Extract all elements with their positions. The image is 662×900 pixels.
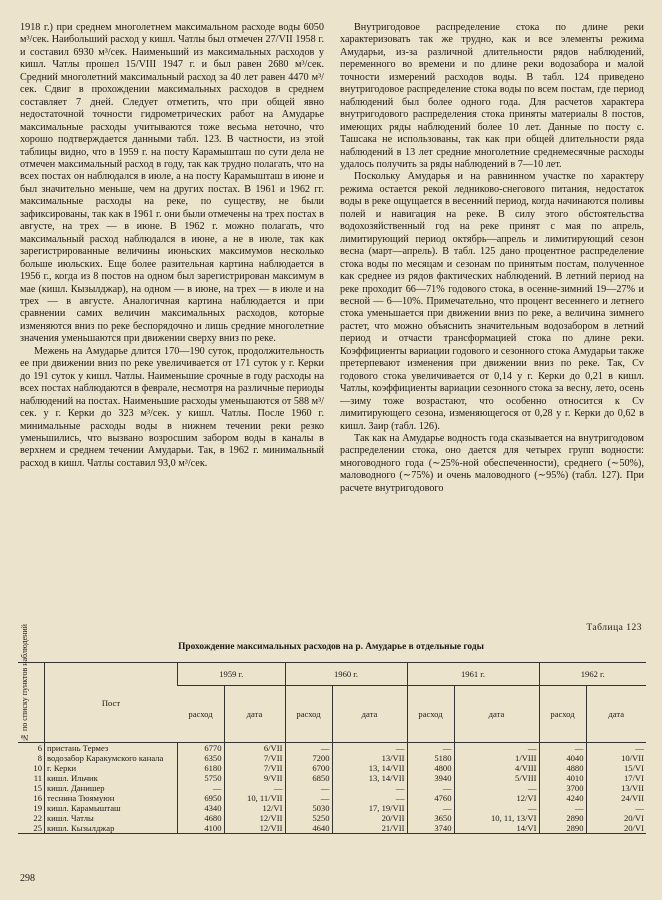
- column-header-flow: расход: [407, 686, 454, 743]
- table-cell: —: [178, 783, 225, 793]
- table-cell: 4340: [178, 803, 225, 813]
- table-cell: 15/VI: [586, 763, 646, 773]
- table-cell: 4240: [539, 793, 586, 803]
- table-cell: 12/VII: [224, 823, 285, 834]
- table-cell: теснина Тюямуюн: [45, 793, 178, 803]
- table-title: Прохождение максимальных расходов на р. Амударье в отдельные годы: [178, 642, 484, 652]
- table-cell: 4680: [178, 813, 225, 823]
- table-cell: 10: [33, 763, 42, 773]
- table-row: [18, 803, 646, 813]
- table-cell: 10, 11, 13/VI: [454, 813, 539, 823]
- table-cell: —: [407, 803, 454, 813]
- table-cell: 20/VII: [332, 813, 407, 823]
- table-cell: 6: [37, 743, 42, 753]
- table-cell: —: [586, 803, 646, 813]
- table-cell: 5750: [178, 773, 225, 783]
- table-cell: 4640: [285, 823, 332, 834]
- table-cell: 3700: [539, 783, 586, 793]
- table-cell: 7/VII: [224, 753, 285, 763]
- table-cell: 4800: [407, 763, 454, 773]
- table-cell: 16: [33, 793, 42, 803]
- table-cell: кишл. Карамышташ: [45, 803, 178, 813]
- table-cell: 19: [33, 803, 42, 813]
- table-cell: 4010: [539, 773, 586, 783]
- table-cell: —: [332, 793, 407, 803]
- table-cell: 13/VII: [332, 753, 407, 763]
- table-cell: 3650: [407, 813, 454, 823]
- table-row: [18, 753, 646, 763]
- table-label: Таблица 123: [586, 623, 642, 633]
- column-header-date: дата: [586, 686, 646, 743]
- table-cell: —: [332, 743, 407, 754]
- table-cell: 5/VIII: [454, 773, 539, 783]
- column-header-year: 1960 г.: [285, 663, 407, 686]
- table-cell: 9/VII: [224, 773, 285, 783]
- table-row: [18, 773, 646, 783]
- table-cell: 2890: [539, 823, 586, 834]
- table-cell: водозабор Каракумского канала: [45, 753, 178, 763]
- table-cell: пристань Термез: [45, 743, 178, 754]
- table-cell: —: [285, 783, 332, 793]
- column-header-number: № по списку пунктов наблюдений: [18, 663, 45, 743]
- column-header-year: 1962 г.: [539, 663, 646, 686]
- paragraph: Поскольку Амударья и на равнинном участке по характеру режима остается рекой ледниково-снегового питания, недостаток воды в реке ощущается в весенний период, когда начинаются поливы полей и навигация на реке. В силу этого обстоятельства водохозяйственный год на реке принят с мая по апрель, лимитирующий период октябрь—апрель и лимитирующий сезон весна (март—апрель). В табл. 125 дано процентное распределение стока воды по месяцам и сезонам по принятым постам, полученное как среднее из рядов фактических наблюдений. В летний период на реке проходит 66—71% годового стока, в осенне-зимний 19—27% и весной — 6—10%. Примечательно, что процент весеннего и летнего стока уменьшается при движении вниз по реке, а величина зимнего растет, что можно объяснить значительным водозабором в летний период и отчасти трансформацией стока по длине реки. Коэффициенты вариации годового и сезонного стока Амударьи также претерпевают изменения при движении вниз по реке. Так, Cv годового стока увеличивается от 0,14 у г. Керки до 0,21 в кишл. Чатлы, коэффициенты вариации сезонного стока за весну, лето, осень—зиму тоже возрастают, что особенно относится к Cv лимитирующего сезона, изменяющегося от 0,28 у г. Керки до 0,62 в кишл. Заир (табл. 126).: [340, 171, 644, 432]
- table-cell: 20/VI: [586, 823, 646, 834]
- table-cell: 10/VII: [586, 753, 646, 763]
- table-cell: 7200: [285, 753, 332, 763]
- table-cell: 6350: [178, 753, 225, 763]
- table-cell: 14/VI: [454, 823, 539, 834]
- table-cell: 12/VII: [224, 813, 285, 823]
- column-header-flow: расход: [539, 686, 586, 743]
- table-row: [18, 813, 646, 823]
- table-cell: 20/VI: [586, 813, 646, 823]
- table-cell: 6700: [285, 763, 332, 773]
- table-cell: 6950: [178, 793, 225, 803]
- table-cell: —: [454, 783, 539, 793]
- column-header-flow: расход: [178, 686, 225, 743]
- table-row: [18, 793, 646, 803]
- table-row: [18, 783, 646, 793]
- table-cell: 22: [33, 813, 42, 823]
- table-cell: 4880: [539, 763, 586, 773]
- table-cell: кишл. Данишер: [45, 783, 178, 793]
- table-cell: 13, 14/VII: [332, 763, 407, 773]
- column-header-date: дата: [332, 686, 407, 743]
- table-cell: 24/VII: [586, 793, 646, 803]
- table-cell: 4760: [407, 793, 454, 803]
- table-cell: 13/VII: [586, 783, 646, 793]
- table-cell: 6770: [178, 743, 225, 754]
- table-cell: 12/VI: [224, 803, 285, 813]
- table-row: [18, 823, 646, 834]
- table-cell: кишл. Кызылджар: [45, 823, 178, 834]
- table-cell: 1/VIII: [454, 753, 539, 763]
- table-cell: кишл. Ильчик: [45, 773, 178, 783]
- table-cell: —: [586, 743, 646, 754]
- table-cell: 25: [18, 823, 45, 834]
- table-cell: 13, 14/VII: [332, 773, 407, 783]
- table-cell: —: [407, 783, 454, 793]
- table-cell: 15: [33, 783, 42, 793]
- table-cell: г. Керки: [45, 763, 178, 773]
- right-text-column: [340, 22, 644, 495]
- table-cell: —: [454, 743, 539, 754]
- table-row: [18, 763, 646, 773]
- table-cell: кишл. Чатлы: [45, 813, 178, 823]
- table-cell: 6850: [285, 773, 332, 783]
- table-cell: —: [285, 793, 332, 803]
- table-cell: —: [407, 743, 454, 754]
- column-header-flow: расход: [285, 686, 332, 743]
- table-cell: 2890: [539, 813, 586, 823]
- table-cell: 3940: [407, 773, 454, 783]
- column-header-date: дата: [224, 686, 285, 743]
- paragraph: Внутригодовое распределение стока по длине реки характеризовать так же трудно, как и все элементы режима Амударьи, из-за различной длительности рядов наблюдений, переменного во времени и по длине реки водозабора и малой точности измерений расходов воды. В табл. 124 приведено внутригодовое распределение стока воды по всем постам, где период наблюдений был более одного года. Для расчетов характера внутригодового распределения стока приняты материалы 8 постов, имеющих ряды наблюдений более 10 лет. Данные по посту с. Ташсака не использованы, так как при общей длительности ряда наблюдений в 13 лет средние многолетние среднемесячные расходы удалось получить за ряды наблюдений в 7—10 лет.: [340, 22, 644, 170]
- table-cell: 4100: [178, 823, 225, 834]
- paragraph: Межень на Амударье длится 170—190 суток, продолжительность ее при движении вниз по реке увеличивается от 171 суток у г. Керки до 191 суток у кишл. Чатлы. Наименьшие срочные в году расходы на всех постах наблюдаются в феврале, несмотря на различные периоды наблюдений на постах. Наименьшие расходы уменьшаются от 588 м³/сек. у г. Керки до 323 м³/сек. у кишл. Чатлы. После 1960 г. минимальные расходы воды в нижнем течении реки резко уменьшились, что вызвано возросшим забором воды в каналы в верхнем и среднем течении Амударьи. Так, в 1962 г. минимальный расход в кишл. Чатлы составил 93,0 м³/сек.: [20, 345, 324, 469]
- table-cell: 6180: [178, 763, 225, 773]
- table-body: [18, 743, 646, 834]
- table-cell: 3740: [407, 823, 454, 834]
- column-header-date: дата: [454, 686, 539, 743]
- table-cell: 21/VII: [332, 823, 407, 834]
- table-cell: —: [285, 743, 332, 754]
- paragraph: Так как на Амударье водность года сказывается на внутригодовом распределении стока, оно дается для четырех групп водности: многоводного года (∼25%-ной обеспеченности), среднего (∼50%), маловодного (∼75%) и очень маловодного (∼95%) (табл. 127). При расчете внутригодового: [340, 432, 644, 494]
- table-row: [18, 743, 646, 754]
- table-cell: 4040: [539, 753, 586, 763]
- paragraph: 1918 г.) при среднем многолетнем максимальном расходе воды 6050 м³/сек. Наибольший расход у кишл. Чатлы был отмечен 27/VII 1958 г. и составил 6930 м³/сек. Наименьший из максимальных расходов у кишл. Чатлы прошел 15/VIII 1947 г. и был равен 2680 м³/сек. Средний многолетний максимальный расход за 40 лет равен 4470 м³/сек. Сдвиг в прохождении максимальных расходов в среднем составляет 7 дней. Следует отметить, что при общей явно недостаточной точности гидрометрических работ на Амударье максимальные расходы учитываются тоже весьма неточно, что хорошо подтверждается данными табл. 123. В частности, из этой таблицы видно, что в 1959 г. на посту Карамышташ по сути дела не отмечен максимальный расход в году, так как трудно полагать, что на всех постах он наблюдался в июле, а на посту Карамышташ в июне и был значительно меньше, чем на других постах. В 1961 и 1962 гг. максимальные расходы на реке, по существу, не были зафиксированы, так как в 1961 г. они были отмечены на трех постах в августе, на трех — в июне. В 1962 г. можно полагать, что максимальный расход наблюдался в июне, а не в июле, так как зарегистрированные величины июньских максимумов несколько больше июльских. Еще более разительная картина наблюдается в 1956 г., когда из 8 постов на одном был зарегистрирован максимум в мае (кишл. Кызылджар), на одном — в июне, на трех — в июле и на трех — в августе. Аналогичная картина наблюдается и при сравнении самих величин максимальных расходов, которые изменяются вниз по реке беспорядочно и лишь средние многолетние значения уменьшаются при движении сверху вниз по реке.: [20, 22, 324, 345]
- table-cell: 17, 19/VII: [332, 803, 407, 813]
- column-header-post: Пост: [45, 663, 178, 743]
- table-cell: 8: [37, 753, 42, 763]
- table-cell: 11: [33, 773, 42, 783]
- table-cell: 5180: [407, 753, 454, 763]
- table-cell: 12/VI: [454, 793, 539, 803]
- table-cell: 4/VIII: [454, 763, 539, 773]
- table-cell: —: [454, 803, 539, 813]
- table-cell: 5030: [285, 803, 332, 813]
- table-cell: —: [224, 783, 285, 793]
- table-cell: 5250: [285, 813, 332, 823]
- table-cell: 7/VII: [224, 763, 285, 773]
- table-cell: 17/VI: [586, 773, 646, 783]
- page-number: 298: [20, 873, 35, 884]
- column-header-year: 1961 г.: [407, 663, 539, 686]
- left-text-column: [20, 22, 324, 470]
- table-cell: —: [332, 783, 407, 793]
- table-cell: 6/VII: [224, 743, 285, 754]
- table-cell: 10, 11/VII: [224, 793, 285, 803]
- column-header-year: 1959 г.: [178, 663, 286, 686]
- table-cell: —: [539, 743, 586, 754]
- table-cell: —: [539, 803, 586, 813]
